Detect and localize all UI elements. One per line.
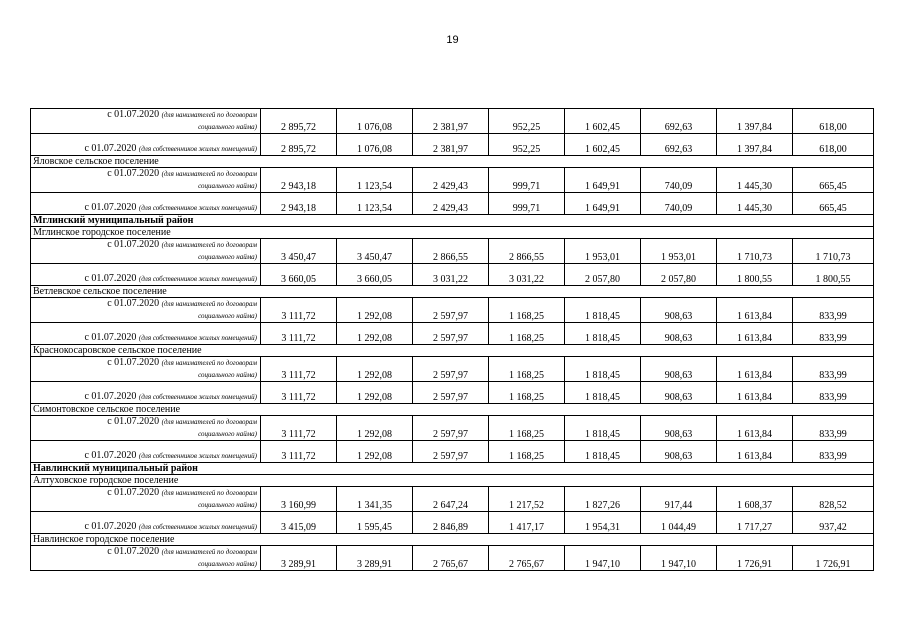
table-cell: 3 289,91 [261, 546, 337, 571]
row-label-owners [31, 441, 261, 463]
table-cell: 1 649,91 [565, 193, 641, 215]
table-row [31, 512, 874, 534]
table-cell: 1 947,10 [565, 546, 641, 571]
table-row [31, 382, 874, 404]
label-note: (для нанимателей по договорам [161, 170, 257, 178]
table-cell: 1 445,30 [717, 168, 793, 193]
label-date: с 01.07.2020 [84, 202, 137, 213]
table-cell: 1 726,91 [717, 546, 793, 571]
label-note: (для нанимателей по договорам [161, 359, 257, 367]
table-row [31, 215, 874, 227]
table-cell: 1 397,84 [717, 109, 793, 134]
label-note: социального найма) [198, 182, 257, 190]
table-cell: 740,09 [641, 168, 717, 193]
label-date: с 01.07.2020 [84, 521, 137, 532]
table-row [31, 475, 874, 487]
table-row [31, 156, 874, 168]
table-row [31, 168, 874, 193]
table-cell: 1 341,35 [337, 487, 413, 512]
table-cell: 999,71 [489, 168, 565, 193]
table-cell: 1 168,25 [489, 357, 565, 382]
table-cell: 2 429,43 [413, 168, 489, 193]
table-cell: 1 947,10 [641, 546, 717, 571]
table-cell: 3 111,72 [261, 382, 337, 404]
table-cell: 833,99 [793, 323, 874, 345]
table-row [31, 345, 874, 357]
table-cell: 1 818,45 [565, 416, 641, 441]
label-note: социального найма) [198, 371, 257, 379]
label-note: социального найма) [198, 560, 257, 568]
label-date: с 01.07.2020 [84, 143, 137, 154]
table-cell: 3 111,72 [261, 323, 337, 345]
table-cell: 665,45 [793, 193, 874, 215]
label-date: с 01.07.2020 [107, 416, 160, 427]
table-cell: 1 123,54 [337, 168, 413, 193]
table-cell: 952,25 [489, 134, 565, 156]
table-cell: 2 846,89 [413, 512, 489, 534]
table-cell: 999,71 [489, 193, 565, 215]
table-cell: 833,99 [793, 357, 874, 382]
table-cell: 2 597,97 [413, 416, 489, 441]
table-row [31, 416, 874, 441]
row-label-tenants [31, 546, 261, 571]
label-note: (для нанимателей по договорам [161, 241, 257, 249]
table-cell: 908,63 [641, 416, 717, 441]
table-cell: 1 076,08 [337, 134, 413, 156]
table-cell: 1 292,08 [337, 323, 413, 345]
label-date: с 01.07.2020 [107, 546, 160, 557]
table-cell: 2 381,97 [413, 109, 489, 134]
table-cell: 917,44 [641, 487, 717, 512]
label-note: (для собственников жилых помещений) [138, 275, 257, 283]
table-row [31, 286, 874, 298]
table-cell: 1 602,45 [565, 134, 641, 156]
label-date: с 01.07.2020 [84, 450, 137, 461]
table-cell: 1 123,54 [337, 193, 413, 215]
table-cell: 1 613,84 [717, 416, 793, 441]
table-cell: 1 397,84 [717, 134, 793, 156]
table-cell: 3 289,91 [337, 546, 413, 571]
table-cell: 3 031,22 [489, 264, 565, 286]
table-cell: 952,25 [489, 109, 565, 134]
table-cell: 908,63 [641, 323, 717, 345]
table-cell: 3 111,72 [261, 298, 337, 323]
table-cell: 1 445,30 [717, 193, 793, 215]
label-note: социального найма) [198, 312, 257, 320]
table-row [31, 239, 874, 264]
table-cell: 1 595,45 [337, 512, 413, 534]
table-cell: 1 292,08 [337, 382, 413, 404]
table-cell: 1 613,84 [717, 441, 793, 463]
row-label-owners [31, 264, 261, 286]
row-label-owners [31, 323, 261, 345]
label-date: с 01.07.2020 [107, 487, 160, 498]
table-cell: 1 953,01 [565, 239, 641, 264]
table-cell: 665,45 [793, 168, 874, 193]
table-cell: 1 613,84 [717, 382, 793, 404]
table-cell: 1 417,17 [489, 512, 565, 534]
table-row [31, 441, 874, 463]
table-cell: 3 031,22 [413, 264, 489, 286]
label-note: (для собственников жилых помещений) [138, 393, 257, 401]
table-row [31, 357, 874, 382]
table-row [31, 134, 874, 156]
table-cell: 1 818,45 [565, 357, 641, 382]
table-cell: 1 710,73 [793, 239, 874, 264]
table-row [31, 323, 874, 345]
table-row [31, 404, 874, 416]
label-date: с 01.07.2020 [107, 298, 160, 309]
table-cell: 908,63 [641, 382, 717, 404]
table-cell: 908,63 [641, 298, 717, 323]
table-cell: 3 415,09 [261, 512, 337, 534]
table-cell: 3 450,47 [261, 239, 337, 264]
table-cell: 1 717,27 [717, 512, 793, 534]
table-cell: 1 168,25 [489, 416, 565, 441]
row-label-owners [31, 134, 261, 156]
settlement-heading: Алтуховское городское поселение [31, 475, 874, 487]
table-cell: 2 765,67 [413, 546, 489, 571]
settlement-heading: Краснокосаровское сельское поселение [31, 345, 874, 357]
table-cell: 1 818,45 [565, 441, 641, 463]
tariff-table [30, 108, 874, 571]
table-cell: 1 292,08 [337, 357, 413, 382]
row-label-owners [31, 512, 261, 534]
table-cell: 1 292,08 [337, 416, 413, 441]
table-row [31, 264, 874, 286]
row-label-tenants [31, 298, 261, 323]
table-cell: 1 168,25 [489, 382, 565, 404]
table-cell: 833,99 [793, 441, 874, 463]
label-note: (для собственников жилых помещений) [138, 334, 257, 342]
label-date: с 01.07.2020 [107, 168, 160, 179]
label-note: (для нанимателей по договорам [161, 111, 257, 119]
label-date: с 01.07.2020 [107, 109, 160, 120]
table-cell: 1 800,55 [793, 264, 874, 286]
table-cell: 1 613,84 [717, 357, 793, 382]
district-heading: Мглинский муниципальный район [31, 215, 874, 227]
table-cell: 692,63 [641, 109, 717, 134]
table-cell: 618,00 [793, 109, 874, 134]
settlement-heading: Навлинское городское поселение [31, 534, 874, 546]
row-label-tenants [31, 416, 261, 441]
table-cell: 1 168,25 [489, 323, 565, 345]
table-cell: 1 818,45 [565, 298, 641, 323]
table-cell: 1 953,01 [641, 239, 717, 264]
label-date: с 01.07.2020 [107, 357, 160, 368]
settlement-heading: Яловское сельское поселение [31, 156, 874, 168]
settlement-heading: Симонтовское сельское поселение [31, 404, 874, 416]
table-cell: 1 608,37 [717, 487, 793, 512]
table-cell: 908,63 [641, 441, 717, 463]
table-cell: 1 613,84 [717, 323, 793, 345]
label-note: (для собственников жилых помещений) [138, 204, 257, 212]
table-cell: 2 895,72 [261, 109, 337, 134]
table-cell: 692,63 [641, 134, 717, 156]
table-cell: 618,00 [793, 134, 874, 156]
table-cell: 1 292,08 [337, 441, 413, 463]
table-cell: 1 818,45 [565, 323, 641, 345]
table-cell: 2 866,55 [413, 239, 489, 264]
table-cell: 3 111,72 [261, 441, 337, 463]
label-note: (для собственников жилых помещений) [138, 145, 257, 153]
table-cell: 2 943,18 [261, 168, 337, 193]
table-cell: 3 660,05 [261, 264, 337, 286]
district-heading: Навлинский муниципальный район [31, 463, 874, 475]
table-row [31, 546, 874, 571]
table-cell: 2 895,72 [261, 134, 337, 156]
table-cell: 2 381,97 [413, 134, 489, 156]
table-cell: 1 818,45 [565, 382, 641, 404]
table-cell: 3 111,72 [261, 416, 337, 441]
label-note: социального найма) [198, 430, 257, 438]
label-date: с 01.07.2020 [84, 332, 137, 343]
table-cell: 2 597,97 [413, 298, 489, 323]
settlement-heading: Ветлевское сельское поселение [31, 286, 874, 298]
table-cell: 1 726,91 [793, 546, 874, 571]
table-cell: 1 613,84 [717, 298, 793, 323]
label-note: (для собственников жилых помещений) [138, 452, 257, 460]
table-cell: 2 647,24 [413, 487, 489, 512]
table-row [31, 109, 874, 134]
table-cell: 1 044,49 [641, 512, 717, 534]
table-row [31, 487, 874, 512]
table-cell: 3 111,72 [261, 357, 337, 382]
label-note: (для собственников жилых помещений) [138, 523, 257, 531]
table-cell: 2 057,80 [641, 264, 717, 286]
table-cell: 2 429,43 [413, 193, 489, 215]
table-cell: 2 866,55 [489, 239, 565, 264]
row-label-owners [31, 382, 261, 404]
table-cell: 833,99 [793, 382, 874, 404]
table-cell: 2 597,97 [413, 357, 489, 382]
label-note: социального найма) [198, 123, 257, 131]
table-row [31, 463, 874, 475]
table-cell: 3 660,05 [337, 264, 413, 286]
table-cell: 1 800,55 [717, 264, 793, 286]
row-label-tenants [31, 239, 261, 264]
table-cell: 908,63 [641, 357, 717, 382]
table-cell: 1 217,52 [489, 487, 565, 512]
table-row [31, 227, 874, 239]
table-cell: 828,52 [793, 487, 874, 512]
table-cell: 1 076,08 [337, 109, 413, 134]
label-date: с 01.07.2020 [84, 273, 137, 284]
table-cell: 2 597,97 [413, 382, 489, 404]
table-cell: 1 649,91 [565, 168, 641, 193]
table-cell: 1 168,25 [489, 441, 565, 463]
settlement-heading: Мглинское городское поселение [31, 227, 874, 239]
table-cell: 2 057,80 [565, 264, 641, 286]
row-label-tenants [31, 168, 261, 193]
table-cell: 1 292,08 [337, 298, 413, 323]
table-cell: 1 954,31 [565, 512, 641, 534]
page-number: 19 [446, 34, 459, 46]
table-cell: 2 597,97 [413, 323, 489, 345]
row-label-tenants [31, 357, 261, 382]
table-cell: 937,42 [793, 512, 874, 534]
label-note: (для нанимателей по договорам [161, 489, 257, 497]
table-cell: 833,99 [793, 416, 874, 441]
table-cell: 2 597,97 [413, 441, 489, 463]
row-label-tenants [31, 487, 261, 512]
label-note: (для нанимателей по договорам [161, 548, 257, 556]
row-label-owners [31, 193, 261, 215]
table-cell: 2 765,67 [489, 546, 565, 571]
label-note: (для нанимателей по договорам [161, 300, 257, 308]
label-date: с 01.07.2020 [84, 391, 137, 402]
table-cell: 1 710,73 [717, 239, 793, 264]
table-cell: 2 943,18 [261, 193, 337, 215]
table-cell: 3 450,47 [337, 239, 413, 264]
label-note: (для нанимателей по договорам [161, 418, 257, 426]
label-note: социального найма) [198, 501, 257, 509]
row-label-tenants [31, 109, 261, 134]
table-cell: 1 827,26 [565, 487, 641, 512]
table-cell: 3 160,99 [261, 487, 337, 512]
label-note: социального найма) [198, 253, 257, 261]
table-cell: 740,09 [641, 193, 717, 215]
table-cell: 1 168,25 [489, 298, 565, 323]
label-date: с 01.07.2020 [107, 239, 160, 250]
table-cell: 1 602,45 [565, 109, 641, 134]
table-cell: 833,99 [793, 298, 874, 323]
table-row [31, 534, 874, 546]
table-row [31, 193, 874, 215]
table-row [31, 298, 874, 323]
